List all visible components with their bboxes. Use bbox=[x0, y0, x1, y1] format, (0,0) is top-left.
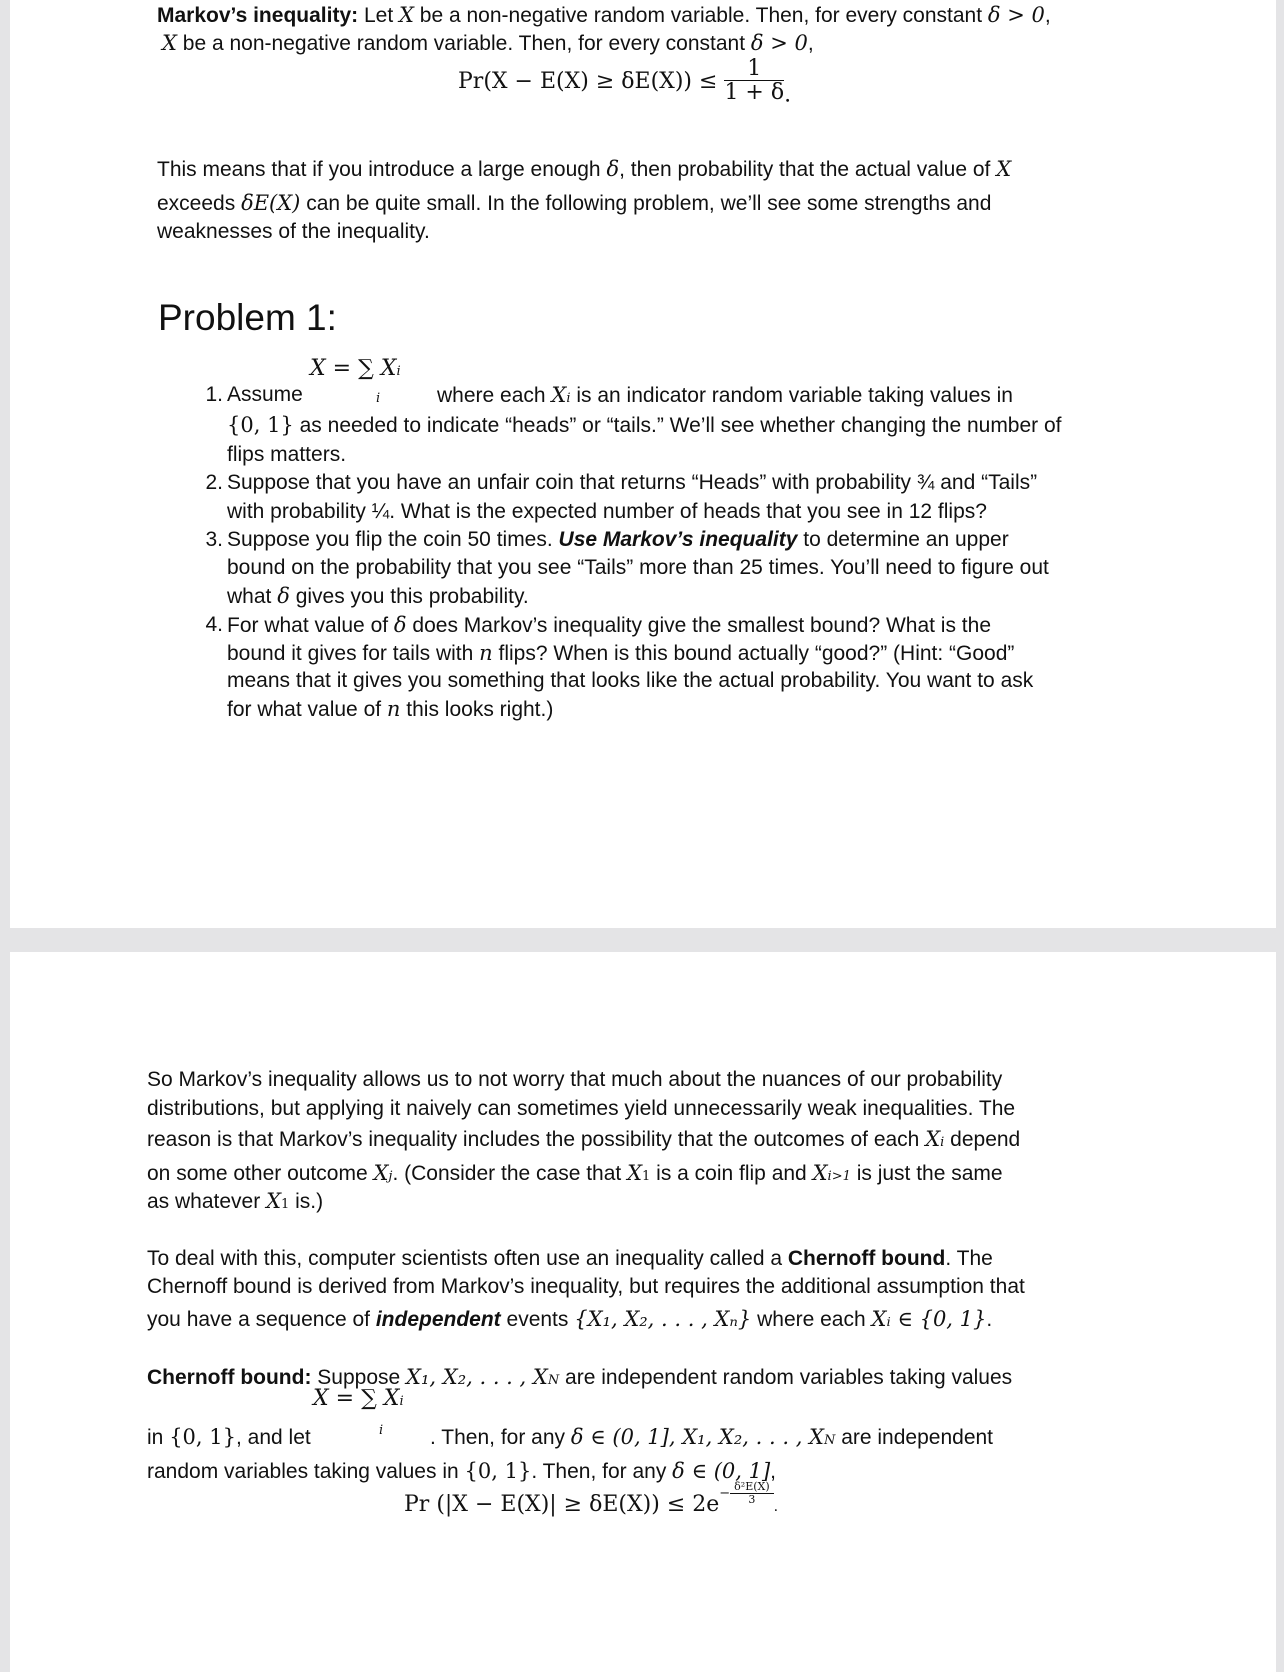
meaning-line2 bbox=[157, 188, 991, 219]
meaning-text-c: can be quite small. In the following problem, we’ll see some strengths and bbox=[300, 192, 992, 215]
chernoff-sum-index: i bbox=[379, 1423, 384, 1438]
chernoff-intro-period: . bbox=[986, 1308, 993, 1331]
item3-line2: bound on the probability that you see “Tails” more than 25 times. You’ll need to figure out bbox=[227, 556, 1049, 579]
chernoff-bound-label: Chernoff bound: bbox=[147, 1366, 312, 1389]
so-markov-text-a: reason is that Markov’s inequality includes the possibility that the outcomes of each bbox=[147, 1128, 926, 1151]
item1-where-each: where each bbox=[437, 384, 552, 407]
item3-text-c: gives you this probability. bbox=[289, 585, 529, 608]
so-markov-x-i-gt-1: X bbox=[812, 1161, 828, 1185]
item3-text-b: to determine an upper bbox=[797, 528, 1009, 551]
markov-formula-fraction bbox=[724, 58, 784, 105]
document-page-1 bbox=[10, 0, 1276, 928]
chernoff-sum-formula bbox=[313, 1386, 404, 1411]
chernoff-intro-line1 bbox=[147, 1244, 993, 1274]
chernoff-exp-minus: − bbox=[719, 1486, 731, 1501]
so-markov-xi: X bbox=[925, 1127, 941, 1151]
item2-line1: Suppose that you have an unfair coin that returns “Heads” with probability ¾ and “Tails” bbox=[227, 471, 1038, 494]
so-markov-text-e: is just the same bbox=[850, 1162, 1003, 1185]
item1-set: {0, 1} bbox=[227, 413, 294, 437]
chernoff-formula-exponent bbox=[719, 1480, 773, 1506]
chernoff-exp-denominator: 3 bbox=[748, 1493, 756, 1506]
item1-xi-sub: i bbox=[566, 391, 571, 406]
item1-sum-subscript: i bbox=[396, 364, 401, 379]
item4-text-f: this looks right.) bbox=[400, 698, 554, 721]
chernoff-bound-line2-b bbox=[430, 1422, 993, 1456]
so-markov-text-d: is a coin flip and bbox=[650, 1162, 813, 1185]
chernoff-bound-math-a: δ ∈ (0, 1], X₁, X₂, . . . , X bbox=[570, 1425, 824, 1449]
meaning-delta-ex: δE(X) bbox=[241, 191, 301, 215]
so-markov-x1: X bbox=[627, 1161, 643, 1185]
markov-var: X bbox=[399, 3, 414, 27]
chernoff-intro-line2: Chernoff bound is derived from Markov’s inequality, but requires the additional assumption that bbox=[147, 1275, 1025, 1298]
markov-line2-comma: , bbox=[807, 32, 814, 55]
chernoff-bound-suppose: Suppose bbox=[311, 1366, 407, 1389]
chernoff-sum-subscript: i bbox=[399, 1394, 404, 1409]
chernoff-bound-then: . Then, for any bbox=[430, 1426, 571, 1449]
item1-indicator-text: is an indicator random variable taking values in bbox=[570, 384, 1013, 407]
so-markov-line2: distributions, but applying it naively can sometimes yield unnecessarily weak inequalities. The bbox=[147, 1097, 1016, 1120]
so-markov-text-f: as whatever bbox=[147, 1190, 267, 1213]
item4-delta: δ bbox=[393, 613, 407, 637]
item4-n: n bbox=[479, 641, 493, 665]
item4-line3: means that it gives you something that looks like the actual probability. You want to ask bbox=[227, 669, 1034, 692]
item3-line1 bbox=[227, 525, 1009, 555]
so-markov-xj: X bbox=[373, 1161, 389, 1185]
item4-text-e: for what value of bbox=[227, 698, 387, 721]
item1-line2 bbox=[227, 410, 1062, 441]
markov-formula-lhs: Pr(X − E(X) ≥ δE(X)) ≤ bbox=[458, 69, 718, 94]
chernoff-intro-membership: Xᵢ ∈ {0, 1} bbox=[871, 1307, 987, 1331]
item4-text-a: For what value of bbox=[227, 614, 394, 637]
markov-comma: , bbox=[1044, 4, 1051, 27]
meaning-x: X bbox=[996, 157, 1012, 181]
item1-sum-formula bbox=[310, 356, 401, 381]
markov-line2-rest: be a non-negative random variable. Then, for every constant bbox=[176, 32, 751, 55]
item1-line1-rest bbox=[437, 380, 1013, 414]
so-markov-x1-b: X bbox=[266, 1189, 282, 1213]
chernoff-intro-line3 bbox=[147, 1304, 992, 1335]
meaning-delta: δ bbox=[606, 157, 620, 181]
chernoff-bound-math-a-sub: N bbox=[824, 1433, 836, 1448]
item3-delta: δ bbox=[277, 584, 290, 608]
item4-line4 bbox=[227, 694, 553, 725]
item3-bold-emphasis: Use Markov’s inequality bbox=[558, 528, 798, 551]
chernoff-bound-set-2: {0, 1} bbox=[464, 1459, 532, 1483]
chernoff-bound-line2-a bbox=[147, 1422, 311, 1453]
chernoff-intro-text-b: . The bbox=[945, 1247, 993, 1270]
markov-label-colon: : bbox=[351, 4, 359, 27]
item2-number: 2. bbox=[205, 471, 223, 494]
item3-text-a: Suppose you flip the coin 50 times. bbox=[227, 528, 559, 551]
item3-what: what bbox=[227, 585, 278, 608]
markov-delta-condition: δ > 0 bbox=[987, 3, 1045, 27]
meaning-text-a: This means that if you introduce a large enough bbox=[157, 158, 607, 181]
so-markov-text-c: . (Consider the case that bbox=[392, 1162, 628, 1185]
markov-formula-period: . bbox=[784, 82, 792, 108]
so-markov-depend: depend bbox=[944, 1128, 1021, 1151]
item4-number: 4. bbox=[205, 613, 223, 636]
item2-line2: with probability ¼. What is the expected number of heads that you see in 12 flips? bbox=[227, 500, 987, 523]
so-markov-xi-sub: i bbox=[940, 1135, 945, 1150]
item1-line3: flips matters. bbox=[227, 443, 347, 466]
item3-number: 3. bbox=[205, 528, 223, 551]
so-markov-x-i-gt-1-sub: i>1 bbox=[827, 1169, 851, 1184]
chernoff-bound-line1 bbox=[147, 1362, 1012, 1396]
chernoff-intro-events: events bbox=[500, 1308, 575, 1331]
meaning-exceeds: exceeds bbox=[157, 192, 242, 215]
chernoff-bound-vars: X₁, X₂, . . . , X bbox=[406, 1365, 548, 1389]
so-markov-text-g: is.) bbox=[289, 1190, 324, 1213]
chernoff-intro-text-c: you have a sequence of bbox=[147, 1308, 376, 1331]
chernoff-formula bbox=[404, 1480, 779, 1520]
markov-intro-rest: be a non-negative random variable. Then, for every constant bbox=[413, 4, 988, 27]
item4-n-2: n bbox=[386, 697, 401, 721]
chernoff-exp-numerator: δ²E(X) bbox=[730, 1481, 773, 1494]
chernoff-intro-text-a: To deal with this, computer scientists often use an inequality called a bbox=[147, 1247, 788, 1270]
item4-text-d: flips? When is this bound actually “good?” (Hint: “Good” bbox=[492, 642, 1015, 665]
item1-number: 1. bbox=[205, 383, 223, 406]
markov-intro: Let bbox=[358, 4, 399, 27]
item4-text-c: bound it gives for tails with bbox=[227, 642, 480, 665]
chernoff-exp-fraction bbox=[730, 1481, 773, 1506]
chernoff-intro-where-each: where each bbox=[751, 1308, 872, 1331]
so-markov-text-b: on some other outcome bbox=[147, 1162, 374, 1185]
item1-sum-index: i bbox=[376, 391, 381, 406]
markov-definition-line1 bbox=[157, 0, 1051, 31]
markov-line2-var: X bbox=[162, 31, 177, 55]
item4-line1 bbox=[227, 610, 991, 641]
chernoff-sum-expression: X = ∑ X bbox=[313, 1386, 400, 1411]
item4-text-b: does Markov’s inequality give the smallest bound? What is the bbox=[406, 614, 991, 637]
problem-heading: Problem 1: bbox=[158, 297, 337, 338]
chernoff-bound-vars-sub: N bbox=[547, 1373, 560, 1388]
item1-assume: Assume bbox=[227, 383, 303, 406]
markov-line2-delta: δ > 0 bbox=[750, 31, 808, 55]
chernoff-formula-main: Pr (|X − E(X)| ≥ δE(X)) ≤ 2e bbox=[404, 1492, 720, 1517]
chernoff-bound-text-c: random variables taking values in bbox=[147, 1460, 465, 1483]
meaning-line3: weaknesses of the inequality. bbox=[157, 220, 430, 243]
chernoff-bound-and-let: , and let bbox=[235, 1426, 311, 1449]
markov-fraction-numerator: 1 bbox=[724, 58, 784, 81]
markov-definition-line2 bbox=[162, 28, 814, 59]
chernoff-bound-text-a: are independent random variables taking values bbox=[559, 1366, 1013, 1389]
item1-xi: X bbox=[551, 383, 567, 407]
chernoff-bound-math-b: δ ∈ (0, 1] bbox=[672, 1459, 771, 1483]
item1-sum-expression: X = ∑ X bbox=[310, 356, 397, 381]
chernoff-bound-line3 bbox=[147, 1456, 776, 1487]
meaning-text-b: , then probability that the actual value of bbox=[619, 158, 997, 181]
chernoff-bound-then-2: . Then, for any bbox=[531, 1460, 673, 1483]
chernoff-bound-comma: , bbox=[770, 1460, 777, 1483]
chernoff-intro-bold: Chernoff bound bbox=[787, 1247, 946, 1270]
chernoff-intro-independent: independent bbox=[375, 1308, 501, 1331]
so-markov-line1: So Markov’s inequality allows us to not worry that much about the nuances of our probability bbox=[147, 1068, 1003, 1091]
so-markov-x1-b-sub: 1 bbox=[281, 1197, 290, 1212]
chernoff-formula-period: . bbox=[773, 1499, 779, 1515]
markov-fraction-denominator: 1 + δ bbox=[724, 80, 785, 105]
chernoff-bound-set: {0, 1} bbox=[169, 1425, 236, 1449]
markov-formula bbox=[458, 58, 791, 108]
chernoff-bound-in: in bbox=[147, 1426, 170, 1449]
chernoff-intro-sequence: {X₁, X₂, . . . , Xₙ} bbox=[574, 1307, 752, 1331]
so-markov-x1-sub: 1 bbox=[642, 1169, 651, 1184]
item4-line2 bbox=[227, 638, 1014, 669]
markov-label: Markov’s inequality bbox=[157, 4, 352, 27]
chernoff-bound-text-b: are independent bbox=[835, 1426, 994, 1449]
so-markov-line5 bbox=[147, 1186, 323, 1220]
item1-line2-text: as needed to indicate “heads” or “tails.” We’ll see whether changing the number of bbox=[293, 414, 1062, 437]
meaning-line1 bbox=[157, 154, 1011, 185]
so-markov-line3 bbox=[147, 1124, 1020, 1158]
item3-line3 bbox=[227, 581, 529, 612]
so-markov-xj-sub: j bbox=[388, 1169, 393, 1184]
document-page-2 bbox=[10, 952, 1276, 1672]
